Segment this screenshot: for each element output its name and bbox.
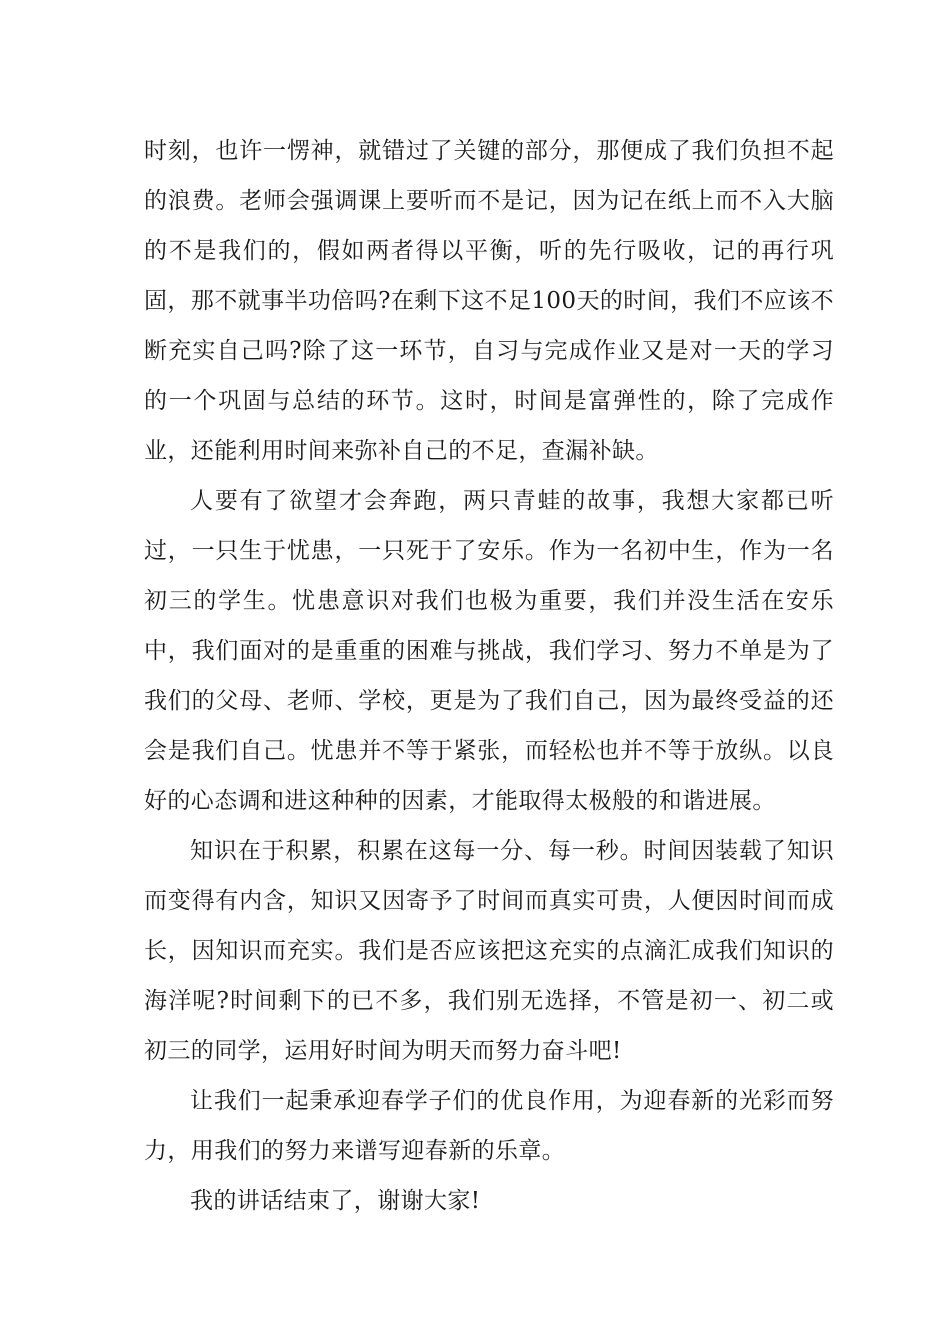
paragraph-2: 人要有了欲望才会奔跑，两只青蛙的故事，我想大家都已听过，一只生于忧患，一只死于了安乐。作为一名初中生，作为一名初三的学生。忧患意识对我们也极为重要，我们并没生活在安乐中，我们面对的是重重的困难与挑战，我们学习、努力不单是为了我们的父母、老师、学校，更是为了我们自己，因为最终受益的还会是我们自己。忧患并不等于紧张，而轻松也并不等于放纵。以良好的心态调和进这种种的因素，才能取得太极般的和谐进展。 [144,488,834,814]
paragraph-3: 知识在于积累，积累在这每一分、每一秒。时间因装载了知识而变得有内含，知识又因寄予了时间而真实可贵，人便因时间而成长，因知识而充实。我们是否应该把这充实的点滴汇成我们知识的海洋呢?时间剩下的已不多，我们别无选择，不管是初一、初二或初三的同学，运用好时间为明天而努力奋斗吧! [144,838,834,1064]
paragraph-5: 我的讲话结束了，谢谢大家! [190,1188,481,1214]
document-body [144,126,834,1226]
paragraph-4: 让我们一起秉承迎春学子们的优良作用，为迎春新的光彩而努力，用我们的努力来谱写迎春新的乐章。 [144,1088,834,1164]
paragraph-1: 时刻，也许一愣神，就错过了关键的部分，那便成了我们负担不起的浪费。老师会强调课上要听而不是记，因为记在纸上而不入大脑的不是我们的，假如两者得以平衡，听的先行吸收，记的再行巩固，那不就事半功倍吗?在剩下这不足100天的时间，我们不应该不断充实自己吗?除了这一环节，自习与完成作业又是对一天的学习的一个巩固与总结的环节。这时，时间是富弹性的，除了完成作业，还能利用时间来弥补自己的不足，查漏补缺。 [144,138,834,464]
